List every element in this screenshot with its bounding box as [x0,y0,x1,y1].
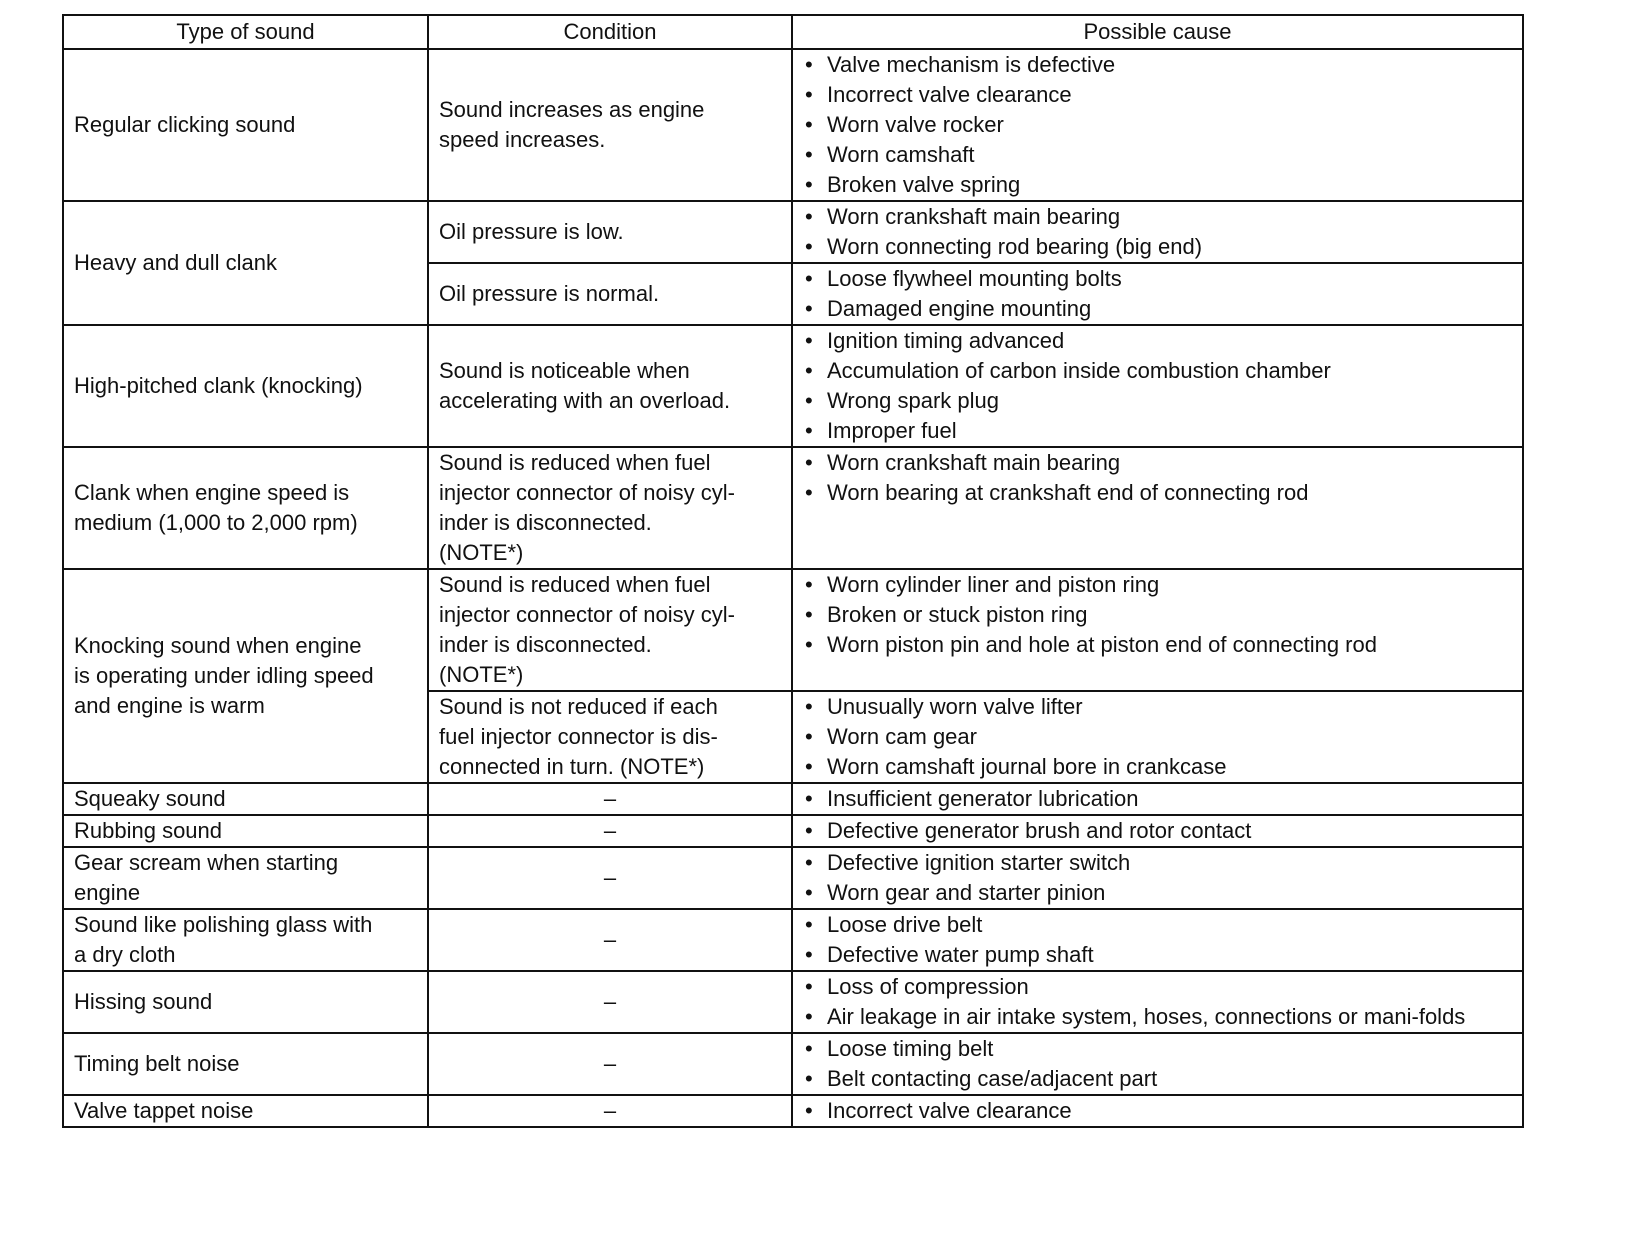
condition-cell: – [428,1033,792,1095]
table-row [63,49,1523,201]
table-row [63,325,1523,447]
cause-text: Loss of compression [827,974,1029,999]
cause-item [801,80,1512,110]
cause-text: Worn cam gear [827,724,977,749]
cause-item [801,202,1512,232]
sound-type-cell: High-pitched clank (knocking) [63,325,428,447]
condition-cell: – [428,1095,792,1127]
possible-cause-cell [792,815,1523,847]
cause-text: Worn crankshaft main bearing [827,204,1121,229]
cause-item [801,1096,1512,1126]
table-row [63,1095,1523,1127]
table-body [63,49,1523,1127]
cause-text: Worn camshaft journal bore in crankcase [827,754,1227,779]
cause-item [801,600,1512,630]
cause-list [801,848,1512,908]
bullet-icon: • [805,234,813,259]
bullet-icon: • [805,480,813,505]
bullet-icon: • [805,52,813,77]
cause-text: Worn piston pin and hole at piston end of connecting rod [827,632,1377,657]
cause-list [801,692,1512,782]
bullet-icon: • [805,112,813,137]
header-type-of-sound: Type of sound [63,15,428,49]
possible-cause-cell [792,783,1523,815]
cause-list [801,1034,1512,1094]
cause-item [801,326,1512,356]
possible-cause-cell [792,971,1523,1033]
cause-text: Accumulation of carbon inside combustion chamber [827,358,1331,383]
cause-text: Worn valve rocker [827,112,1004,137]
table-row [63,1033,1523,1095]
cause-item [801,722,1512,752]
cause-text: Worn connecting rod bearing (big end) [827,234,1203,259]
bullet-icon: • [805,786,813,811]
cause-item [801,848,1512,878]
bullet-icon: • [805,296,813,321]
cause-text: Loose drive belt [827,912,983,937]
bullet-icon: • [805,942,813,967]
cause-item [801,386,1512,416]
bullet-icon: • [805,142,813,167]
condition-cell: – [428,847,792,909]
bullet-icon: • [805,418,813,443]
bullet-icon: • [805,82,813,107]
table-row [63,569,1523,691]
cause-item [801,478,1512,508]
sound-type-cell: Hissing sound [63,971,428,1033]
cause-text: Worn gear and starter pinion [827,880,1106,905]
condition-cell: Oil pressure is normal. [428,263,792,325]
cause-text: Ignition timing advanced [827,328,1065,353]
table-row [63,909,1523,971]
cause-text: Worn crankshaft main bearing [827,450,1121,475]
table-row [63,447,1523,569]
table-row [63,847,1523,909]
possible-cause-cell [792,569,1523,691]
condition-cell: Sound is not reduced if each fuel injector connector is dis- connected in turn. (NOTE*) [428,691,792,783]
cause-item [801,264,1512,294]
condition-cell: Sound is reduced when fuel injector connector of noisy cyl- inder is disconnected. (NOTE*) [428,569,792,691]
cause-list [801,910,1512,970]
condition-cell: – [428,783,792,815]
bullet-icon: • [805,694,813,719]
sound-type-cell: Clank when engine speed is medium (1,000 to 2,000 rpm) [63,447,428,569]
cause-item [801,752,1512,782]
sound-type-cell: Regular clicking sound [63,49,428,201]
cause-list [801,784,1512,814]
cause-item [801,692,1512,722]
cause-item [801,110,1512,140]
possible-cause-cell [792,201,1523,263]
cause-text: Defective water pump shaft [827,942,1094,967]
sound-type-cell: Sound like polishing glass with a dry cloth [63,909,428,971]
cause-list [801,50,1512,200]
sound-type-cell: Heavy and dull clank [63,201,428,325]
table-row [63,815,1523,847]
cause-list [801,1096,1512,1126]
cause-text: Improper fuel [827,418,957,443]
possible-cause-cell [792,691,1523,783]
cause-item [801,448,1512,478]
bullet-icon: • [805,328,813,353]
bullet-icon: • [805,1004,813,1029]
cause-list [801,972,1512,1032]
cause-text: Incorrect valve clearance [827,82,1072,107]
cause-item [801,232,1512,262]
bullet-icon: • [805,1066,813,1091]
bullet-icon: • [805,974,813,999]
cause-text: Worn camshaft [827,142,975,167]
sound-type-cell: Timing belt noise [63,1033,428,1095]
cause-item [801,50,1512,80]
cause-list [801,816,1512,846]
cause-text: Unusually worn valve lifter [827,694,1083,719]
cause-text: Insufficient generator lubrication [827,786,1139,811]
cause-list [801,264,1512,324]
possible-cause-cell [792,847,1523,909]
cause-text: Air leakage in air intake system, hoses, connections or mani-folds [827,1004,1466,1029]
sound-type-cell: Valve tappet noise [63,1095,428,1127]
cause-list [801,570,1512,660]
header-row [63,15,1523,49]
cause-item [801,816,1512,846]
cause-item [801,294,1512,324]
cause-text: Defective generator brush and rotor contact [827,818,1252,843]
cause-text: Worn cylinder liner and piston ring [827,572,1160,597]
condition-cell: – [428,815,792,847]
table-row [63,971,1523,1033]
bullet-icon: • [805,172,813,197]
bullet-icon: • [805,1098,813,1123]
cause-text: Loose flywheel mounting bolts [827,266,1122,291]
bullet-icon: • [805,912,813,937]
cause-text: Incorrect valve clearance [827,1098,1072,1123]
cause-item [801,356,1512,386]
cause-item [801,570,1512,600]
bullet-icon: • [805,818,813,843]
cause-item [801,1002,1512,1032]
possible-cause-cell [792,1095,1523,1127]
bullet-icon: • [805,572,813,597]
sound-type-cell: Gear scream when starting engine [63,847,428,909]
cause-item [801,630,1512,660]
sound-type-cell: Knocking sound when engine is operating under idling speed and engine is warm [63,569,428,783]
bullet-icon: • [805,266,813,291]
bullet-icon: • [805,880,813,905]
cause-item [801,416,1512,446]
cause-text: Wrong spark plug [827,388,1000,413]
cause-item [801,940,1512,970]
condition-cell: – [428,971,792,1033]
header-condition: Condition [428,15,792,49]
bullet-icon: • [805,204,813,229]
possible-cause-cell [792,447,1523,569]
cause-item [801,910,1512,940]
possible-cause-cell [792,49,1523,201]
cause-text: Valve mechanism is defective [827,52,1116,77]
header-possible-cause: Possible cause [792,15,1523,49]
bullet-icon: • [805,724,813,749]
possible-cause-cell [792,909,1523,971]
bullet-icon: • [805,632,813,657]
possible-cause-cell [792,1033,1523,1095]
cause-text: Damaged engine mounting [827,296,1092,321]
bullet-icon: • [805,1036,813,1061]
engine-noise-table [62,14,1524,1128]
cause-item [801,1034,1512,1064]
possible-cause-cell [792,263,1523,325]
cause-list [801,202,1512,262]
condition-cell: – [428,909,792,971]
bullet-icon: • [805,602,813,627]
possible-cause-cell [792,325,1523,447]
cause-text: Loose timing belt [827,1036,994,1061]
cause-item [801,878,1512,908]
cause-list [801,326,1512,446]
table-row [63,201,1523,263]
condition-cell: Oil pressure is low. [428,201,792,263]
cause-item [801,140,1512,170]
cause-text: Broken or stuck piston ring [827,602,1088,627]
bullet-icon: • [805,358,813,383]
cause-text: Belt contacting case/adjacent part [827,1066,1158,1091]
cause-text: Broken valve spring [827,172,1021,197]
cause-text: Worn bearing at crankshaft end of connecting rod [827,480,1309,505]
cause-item [801,972,1512,1002]
condition-cell: Sound is reduced when fuel injector connector of noisy cyl- inder is disconnected. (NOTE*) [428,447,792,569]
cause-text: Defective ignition starter switch [827,850,1131,875]
bullet-icon: • [805,450,813,475]
cause-item [801,1064,1512,1094]
condition-cell: Sound increases as engine speed increases. [428,49,792,201]
cause-item [801,784,1512,814]
condition-cell: Sound is noticeable when accelerating with an overload. [428,325,792,447]
bullet-icon: • [805,754,813,779]
table-row [63,783,1523,815]
bullet-icon: • [805,850,813,875]
cause-item [801,170,1512,200]
cause-list [801,448,1512,508]
sound-type-cell: Rubbing sound [63,815,428,847]
bullet-icon: • [805,388,813,413]
sound-type-cell: Squeaky sound [63,783,428,815]
